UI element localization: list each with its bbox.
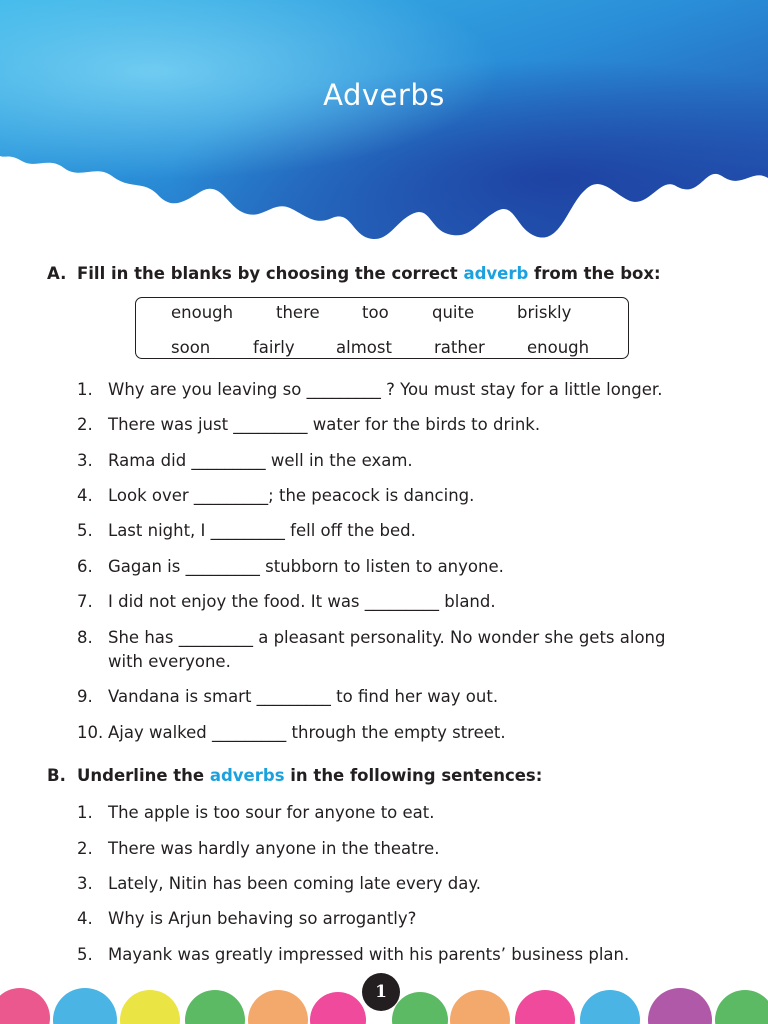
word-option: enough <box>171 303 234 322</box>
word-option: soon <box>171 338 211 357</box>
question-text: There was hardly anyone in the theatre. <box>108 839 440 858</box>
question-a-1 <box>77 378 662 402</box>
question-number: 1. <box>77 380 93 399</box>
question-text: Rama did _________ well in the exam. <box>108 451 413 470</box>
word-box <box>135 297 629 359</box>
question-b-5 <box>77 943 629 967</box>
question-a-4 <box>77 484 474 508</box>
question-number: 4. <box>77 909 93 928</box>
question-b-2 <box>77 837 439 861</box>
question-number: 6. <box>77 557 93 576</box>
question-text: Lately, Nitin has been coming late every day. <box>108 874 481 893</box>
question-b-3 <box>77 872 481 896</box>
section-a-heading <box>47 264 661 283</box>
question-number: 3. <box>77 874 93 893</box>
word-option: too <box>362 303 389 322</box>
watercolor-banner <box>0 0 768 250</box>
question-number: 2. <box>77 839 93 858</box>
question-a-9 <box>77 685 498 709</box>
word-option: quite <box>432 303 475 322</box>
question-number: 9. <box>77 687 93 706</box>
section-b-heading <box>47 766 542 785</box>
question-text: She has _________ a pleasant personality. No wonder she gets along <box>108 628 666 647</box>
question-number: 1. <box>77 803 93 822</box>
question-a-2 <box>77 413 540 437</box>
question-number: 8. <box>77 628 93 647</box>
section-b-heading-end: in the following sentences: <box>290 766 543 785</box>
page-number: 1 <box>362 973 400 1011</box>
section-a-highlight: adverb <box>463 264 529 283</box>
word-option: fairly <box>253 338 295 357</box>
question-number: 3. <box>77 451 93 470</box>
question-text: Why are you leaving so _________ ? You must stay for a little longer. <box>108 380 663 399</box>
question-number: 7. <box>77 592 93 611</box>
question-a-5 <box>77 519 416 543</box>
word-option: briskly <box>517 303 572 322</box>
question-number: 4. <box>77 486 93 505</box>
question-number: 10. <box>77 723 104 742</box>
word-option: almost <box>336 338 392 357</box>
question-a-6 <box>77 555 504 579</box>
word-option: rather <box>434 338 485 357</box>
question-text-continued: with everyone. <box>108 652 231 671</box>
question-b-4 <box>77 907 416 931</box>
section-a-letter: A. <box>47 264 67 283</box>
question-text: Look over _________; the peacock is dancing. <box>108 486 475 505</box>
page-title: Adverbs <box>323 78 445 112</box>
question-text: Vandana is smart _________ to find her way out. <box>108 687 499 706</box>
section-b-heading-text: Underline the <box>77 766 205 785</box>
word-option: there <box>276 303 320 322</box>
question-text: Last night, I _________ fell off the bed. <box>108 521 416 540</box>
question-text: There was just _________ water for the birds to drink. <box>108 415 541 434</box>
question-a-10 <box>77 721 506 745</box>
section-b-letter: B. <box>47 766 66 785</box>
question-text: Gagan is _________ stubborn to listen to anyone. <box>108 557 504 576</box>
question-text: Ajay walked _________ through the empty street. <box>108 723 506 742</box>
section-a-heading-text: Fill in the blanks by choosing the correct <box>77 264 458 283</box>
question-text: Mayank was greatly impressed with his parents’ business plan. <box>108 945 630 964</box>
question-number: 5. <box>77 945 93 964</box>
question-number: 5. <box>77 521 93 540</box>
question-b-1 <box>77 801 434 825</box>
question-text: Why is Arjun behaving so arrogantly? <box>108 909 417 928</box>
question-number: 2. <box>77 415 93 434</box>
question-text: The apple is too sour for anyone to eat. <box>108 803 435 822</box>
question-a-8 <box>77 626 666 674</box>
section-b-highlight: adverbs <box>209 766 285 785</box>
section-a-heading-end: from the box: <box>534 264 661 283</box>
question-a-7 <box>77 590 496 614</box>
word-option: enough <box>527 338 590 357</box>
question-a-3 <box>77 449 413 473</box>
question-text: I did not enjoy the food. It was _________ bland. <box>108 592 496 611</box>
